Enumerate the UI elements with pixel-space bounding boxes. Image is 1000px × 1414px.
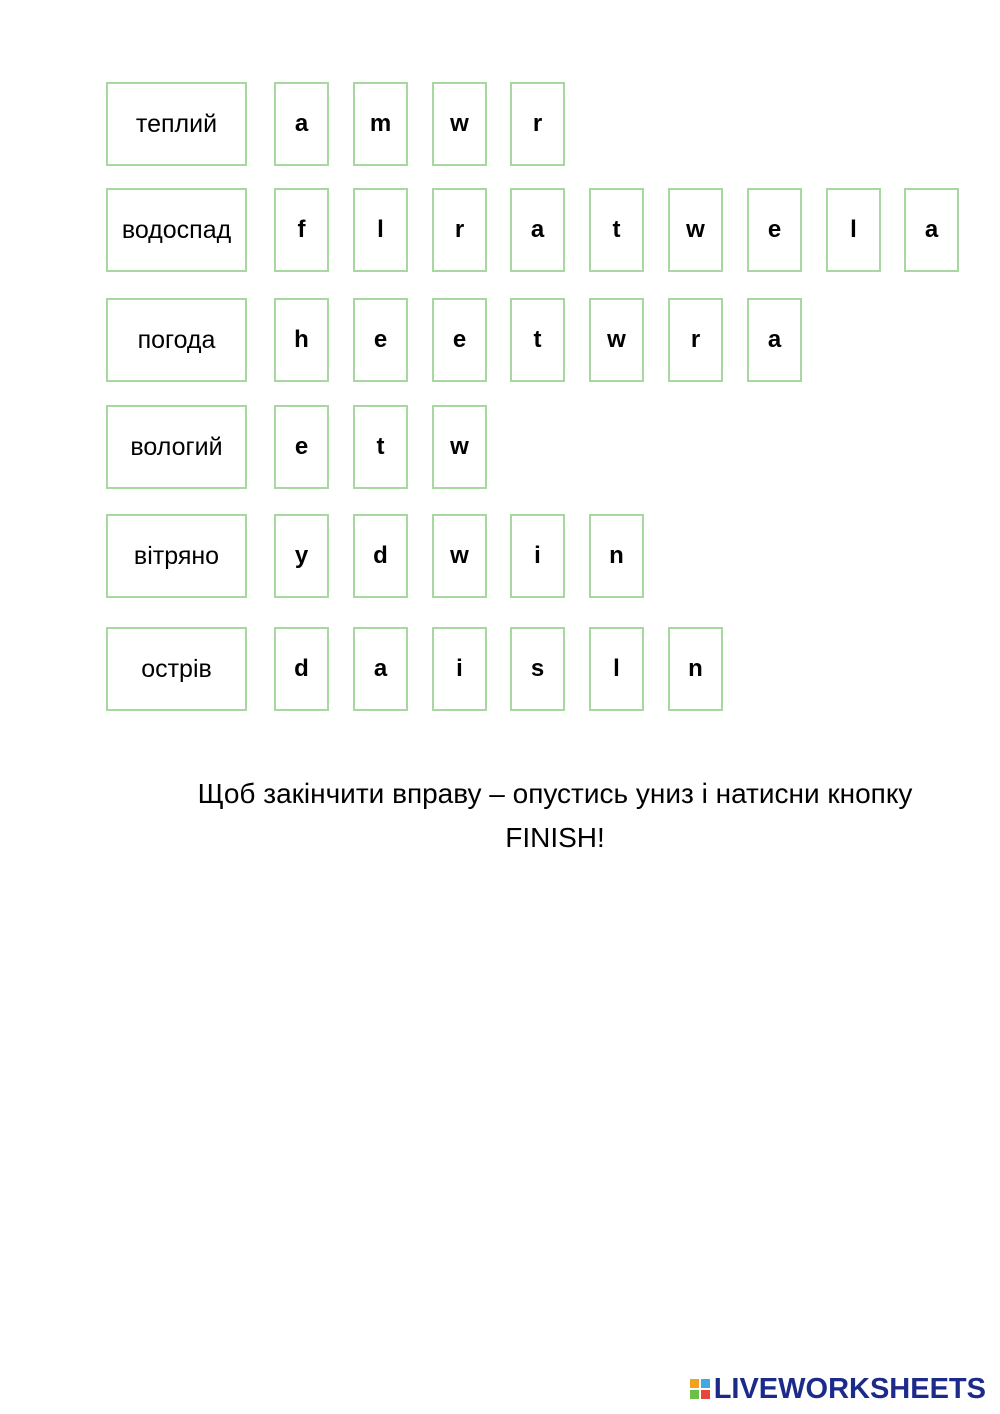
letter-tile[interactable]: l bbox=[353, 188, 408, 272]
letter-tile[interactable]: a bbox=[353, 627, 408, 711]
letter-tile[interactable]: w bbox=[432, 514, 487, 598]
word-label: вітряно bbox=[106, 514, 247, 598]
letter-tile[interactable]: a bbox=[274, 82, 329, 166]
letter-tile[interactable]: e bbox=[747, 188, 802, 272]
letter-tile[interactable]: l bbox=[589, 627, 644, 711]
letter-tile[interactable]: e bbox=[432, 298, 487, 382]
letter-tile[interactable]: r bbox=[432, 188, 487, 272]
liveworksheets-logo bbox=[690, 1372, 986, 1406]
letter-tile[interactable]: e bbox=[353, 298, 408, 382]
liveworksheets-logo-icon bbox=[690, 1379, 710, 1399]
letter-tile[interactable]: t bbox=[353, 405, 408, 489]
letter-tile[interactable]: r bbox=[668, 298, 723, 382]
letter-tile[interactable]: t bbox=[510, 298, 565, 382]
word-label: вологий bbox=[106, 405, 247, 489]
brand-text: LIVEWORKSHEETS bbox=[713, 1372, 986, 1405]
word-label: теплий bbox=[106, 82, 247, 166]
word-label: погода bbox=[106, 298, 247, 382]
letter-tile[interactable]: w bbox=[589, 298, 644, 382]
letter-tile[interactable]: h bbox=[274, 298, 329, 382]
letter-tile[interactable]: n bbox=[668, 627, 723, 711]
letter-tile[interactable]: y bbox=[274, 514, 329, 598]
instruction-line-1: Щоб закінчити вправу – опустись униз і натисни кнопку bbox=[197, 778, 913, 809]
letter-tile[interactable]: i bbox=[510, 514, 565, 598]
letter-tile[interactable]: e bbox=[274, 405, 329, 489]
letter-tile[interactable]: f bbox=[274, 188, 329, 272]
word-label: острів bbox=[106, 627, 247, 711]
letter-tile[interactable]: i bbox=[432, 627, 487, 711]
letter-tile[interactable]: s bbox=[510, 627, 565, 711]
letter-tile[interactable]: d bbox=[353, 514, 408, 598]
letter-tile[interactable]: d bbox=[274, 627, 329, 711]
letter-tile[interactable]: a bbox=[904, 188, 959, 272]
instruction-text bbox=[150, 772, 960, 860]
letter-tile[interactable]: m bbox=[353, 82, 408, 166]
letter-tile[interactable]: a bbox=[747, 298, 802, 382]
letter-tile[interactable]: a bbox=[510, 188, 565, 272]
letter-tile[interactable]: w bbox=[432, 82, 487, 166]
letter-tile[interactable]: w bbox=[432, 405, 487, 489]
word-label: водоспад bbox=[106, 188, 247, 272]
letter-tile[interactable]: l bbox=[826, 188, 881, 272]
letter-tile[interactable]: n bbox=[589, 514, 644, 598]
letter-tile[interactable]: t bbox=[589, 188, 644, 272]
instruction-line-2: FINISH! bbox=[505, 822, 605, 853]
letter-tile[interactable]: r bbox=[510, 82, 565, 166]
letter-tile[interactable]: w bbox=[668, 188, 723, 272]
